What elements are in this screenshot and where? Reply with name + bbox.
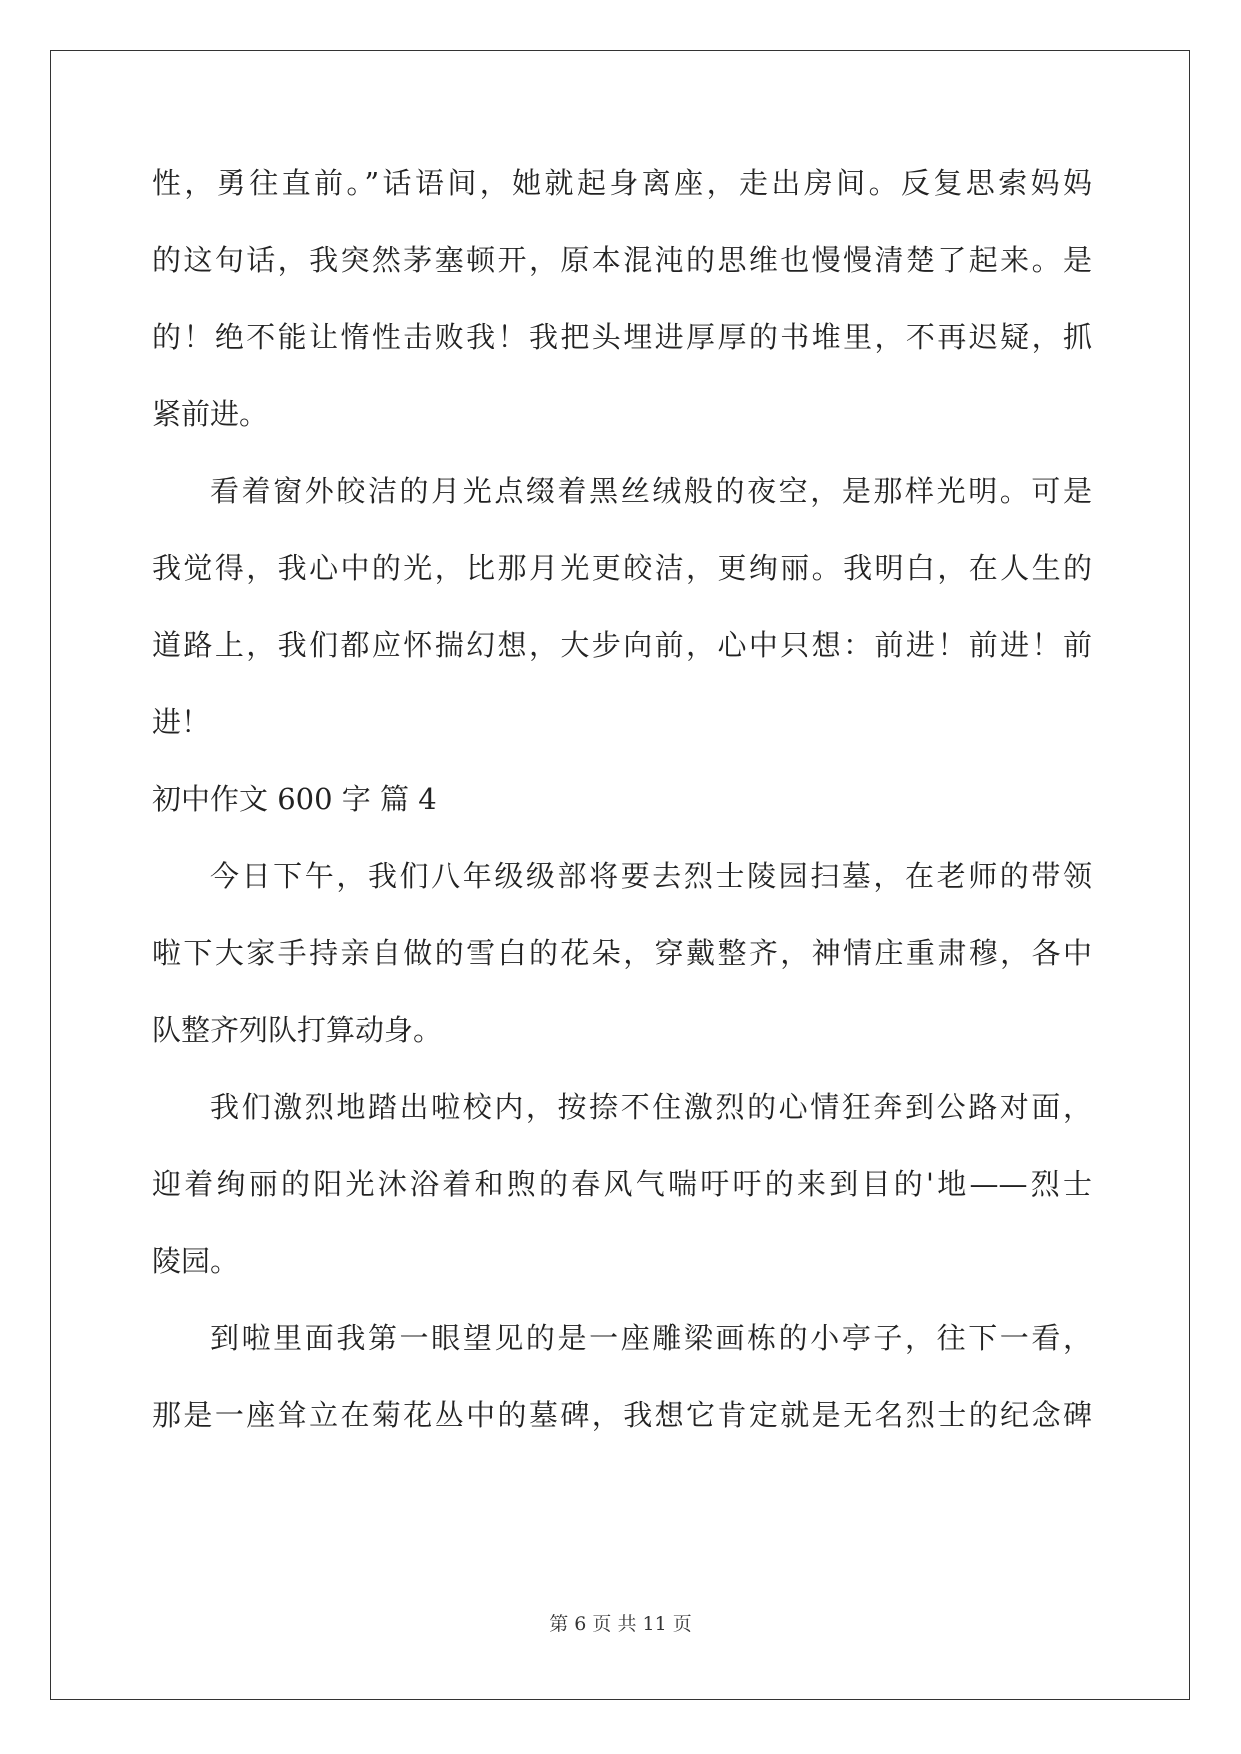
text-line: 队整齐列队打算动身。 <box>152 1013 443 1047</box>
text-line: 道路上，我们都应怀揣幻想，大步向前，心中只想：前进！前进！前 <box>152 628 1092 662</box>
text-line: 的这句话，我突然茅塞顿开，原本混沌的思维也慢慢清楚了起来。是 <box>152 243 1092 277</box>
page-number-footer: 第 6 页 共 11 页 <box>549 1613 692 1635</box>
text-line: 陵园。 <box>152 1244 240 1278</box>
text-line: 我觉得，我心中的光，比那月光更皎洁，更绚丽。我明白，在人生的 <box>152 551 1092 585</box>
text-line: 进！ <box>152 705 211 739</box>
section-heading: 初中作文 600 字 篇 4 <box>152 782 437 816</box>
paragraph-start-line: 看着窗外皎洁的月光点缀着黑丝绒般的夜空，是那样光明。可是 <box>210 474 1092 508</box>
text-line: 紧前进。 <box>152 397 269 431</box>
paragraph-start-line: 今日下午，我们八年级级部将要去烈士陵园扫墓，在老师的带领 <box>210 859 1092 893</box>
text-line: 那是一座耸立在菊花丛中的墓碑，我想它肯定就是无名烈士的纪念碑 <box>152 1398 1092 1432</box>
paragraph-start-line: 我们激烈地踏出啦校内，按捺不住激烈的心情狂奔到公路对面， <box>210 1090 1092 1124</box>
text-line: 的！绝不能让惰性击败我！我把头埋进厚厚的书堆里，不再迟疑，抓 <box>152 320 1092 354</box>
paragraph-start-line: 到啦里面我第一眼望见的是一座雕梁画栋的小亭子，往下一看， <box>210 1321 1092 1355</box>
text-line: 迎着绚丽的阳光沐浴着和煦的春风气喘吁吁的来到目的'地——烈士 <box>152 1167 1092 1201</box>
text-line: 啦下大家手持亲自做的雪白的花朵，穿戴整齐，神情庄重肃穆，各中 <box>152 936 1092 970</box>
document-body <box>152 158 1092 1467</box>
text-line: 性，勇往直前。”话语间，她就起身离座，走出房间。反复思索妈妈 <box>152 166 1092 200</box>
